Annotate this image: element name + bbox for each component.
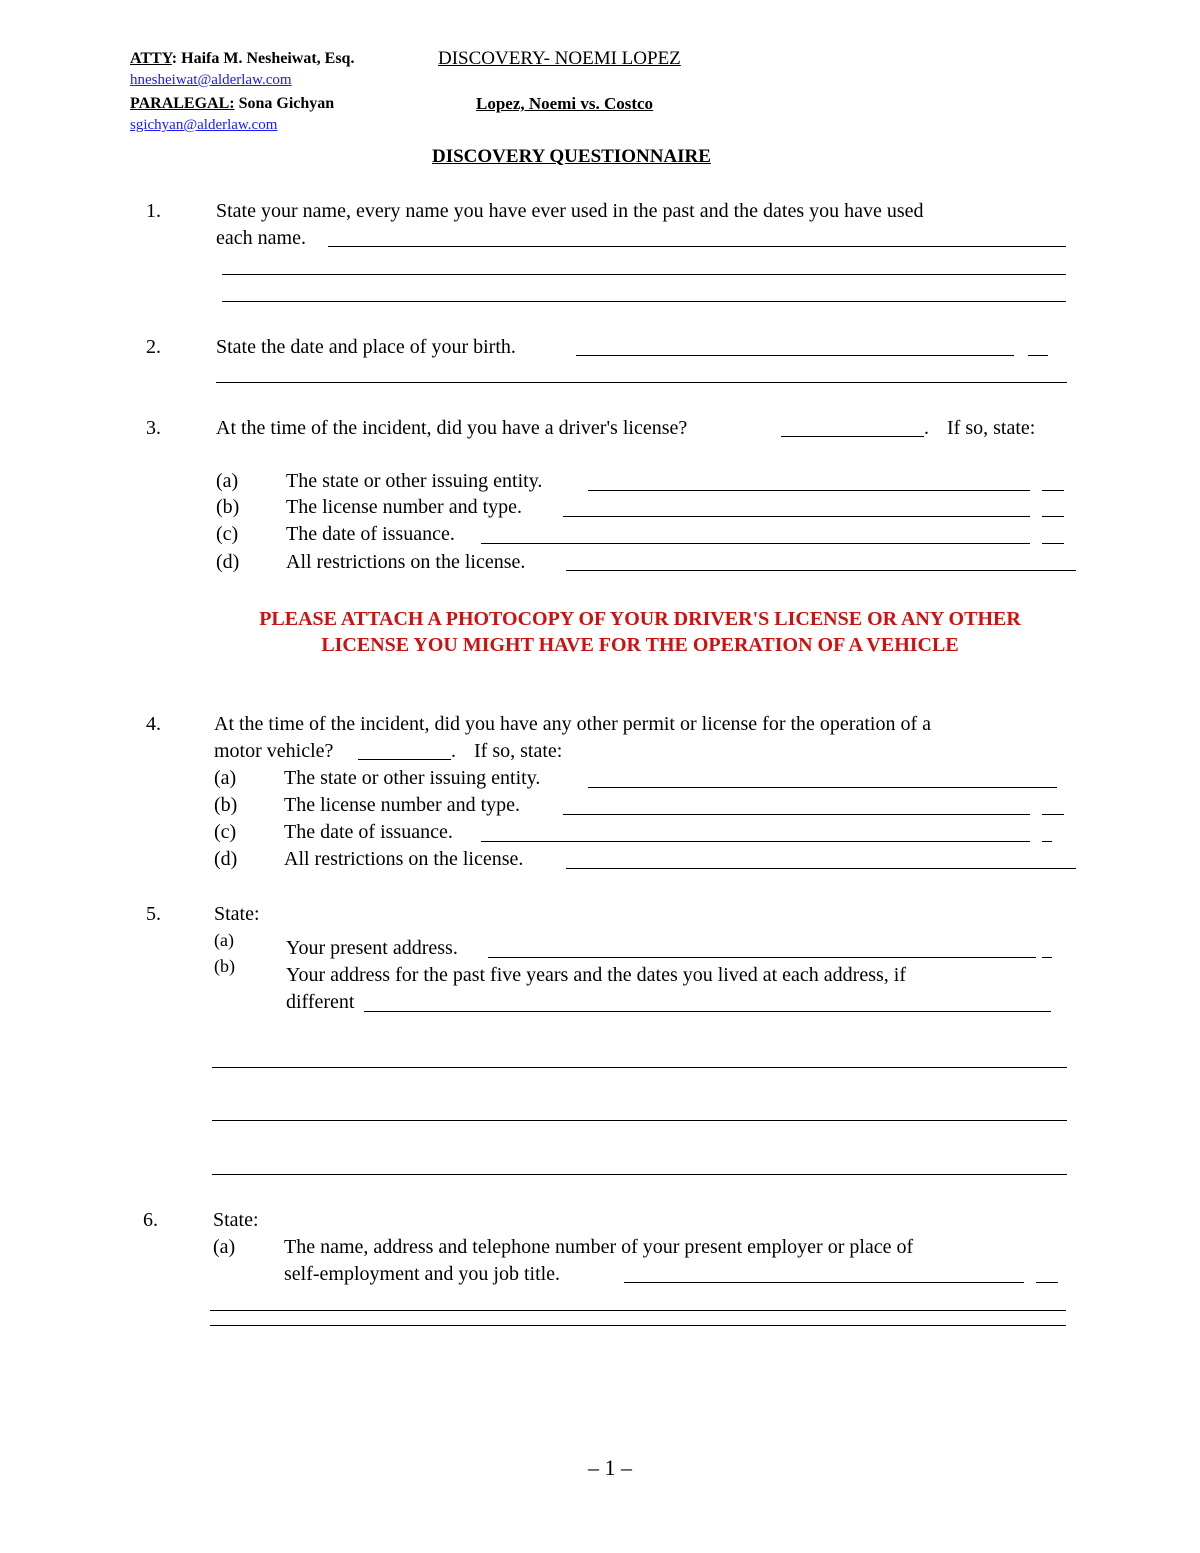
q4a-answer-line[interactable] [588,787,1057,788]
paralegal-line [130,95,334,113]
q5-answer-line[interactable] [212,1067,1067,1068]
q4-suffix: If so, state: [474,740,563,762]
q4d-answer-line[interactable] [566,868,1076,869]
q2-answer-line[interactable] [1028,355,1048,356]
q2-answer-line[interactable] [576,355,1014,356]
q5a-text: Your present address. [286,937,458,959]
q1-answer-line[interactable] [328,246,1066,247]
q5-answer-line[interactable] [212,1174,1067,1175]
q3a-answer-line[interactable] [588,490,1030,491]
q3-period: . [924,417,929,439]
q5a-letter: (a) [214,930,234,950]
q3b-answer-line[interactable] [1042,516,1064,517]
questionnaire-title: DISCOVERY QUESTIONNAIRE [432,146,711,167]
q6-text: State: [213,1209,259,1231]
paralegal-name: Sona Gichyan [234,95,335,112]
q3b-answer-line[interactable] [563,516,1030,517]
q1-text-1: State your name, every name you have ever used in the past and the dates you have used [216,200,924,222]
q4b-answer-line[interactable] [563,814,1030,815]
q3c-answer-line[interactable] [481,543,1030,544]
paralegal-label: PARALEGAL: [130,95,235,112]
q3b-letter: (b) [216,496,240,518]
q4c-letter: (c) [214,821,237,843]
atty-name: : Haifa M. Nesheiwat, Esq. [171,50,355,67]
q6a-text-2: self-employment and you job title. [284,1263,561,1285]
q3-suffix: If so, state: [947,417,1036,439]
q5b-text: Your address for the past five years and the dates you lived at each address, if [286,964,906,986]
q2-number: 2. [146,336,161,358]
q6-number: 6. [143,1209,158,1231]
q3a-text: The state or other issuing entity. [286,470,543,492]
q4a-text: The state or other issuing entity. [284,767,541,789]
q6a-answer-line[interactable] [624,1282,1024,1283]
q3c-letter: (c) [216,523,239,545]
q4c-text: The date of issuance. [284,821,453,843]
q3b-text: The license number and type. [286,496,523,518]
q4b-answer-line[interactable] [1042,814,1064,815]
q1-answer-line[interactable] [222,301,1066,302]
q5a-answer-line[interactable] [488,957,1036,958]
q4-license-answer-line[interactable] [358,759,451,760]
q4d-letter: (d) [214,848,238,870]
q1-number: 1. [146,200,161,222]
q3c-text: The date of issuance. [286,523,455,545]
q4-number: 4. [146,713,161,735]
q3-text: At the time of the incident, did you have a driver's license? [216,417,688,439]
q3a-answer-line[interactable] [1042,490,1064,491]
q5b-different: different [286,991,355,1013]
q5-text: State: [214,903,260,925]
q3-number: 3. [146,417,161,439]
q3a-letter: (a) [216,470,239,492]
q5b-letter: (b) [214,956,235,976]
q4a-letter: (a) [214,767,237,789]
atty-label: ATTY [130,50,172,67]
q2-answer-line[interactable] [216,382,1067,383]
q3d-letter: (d) [216,551,240,573]
q6a-letter: (a) [213,1236,236,1258]
q6-answer-line[interactable] [210,1325,1066,1326]
q2-text: State the date and place of your birth. [216,336,516,358]
atty-line [130,50,354,68]
q5a-answer-line[interactable] [1042,957,1052,958]
q4c-answer-line[interactable] [1042,841,1052,842]
q4b-letter: (b) [214,794,238,816]
q4-text-2: motor vehicle? [214,740,334,762]
q4-text-1: At the time of the incident, did you have any other permit or license for the operation of a [214,713,931,735]
q4c-answer-line[interactable] [481,841,1030,842]
license-photocopy-notice: PLEASE ATTACH A PHOTOCOPY OF YOUR DRIVER'S LICENSE OR ANY OTHER LICENSE YOU MIGHT HAVE FOR THE OPERATION OF A VEHICLE [259,608,1021,656]
q4-period: . [451,740,456,762]
q4b-text: The license number and type. [284,794,521,816]
q5b-answer-line[interactable] [364,1011,1051,1012]
q3-license-answer-line[interactable] [781,436,924,437]
q5-number: 5. [146,903,161,925]
q3d-answer-line[interactable] [566,570,1076,571]
document-title: DISCOVERY- NOEMI LOPEZ [438,48,681,69]
q3d-text: All restrictions on the license. [286,551,526,573]
q4d-text: All restrictions on the license. [284,848,524,870]
q6a-text-1: The name, address and telephone number of your present employer or place of [284,1236,914,1258]
atty-email-link[interactable]: hnesheiwat@alderlaw.com [130,72,292,88]
q5-answer-line[interactable] [212,1120,1067,1121]
paralegal-email-link[interactable]: sgichyan@alderlaw.com [130,117,278,133]
q3c-answer-line[interactable] [1042,543,1064,544]
q1-answer-line[interactable] [222,274,1066,275]
page-number: – 1 – [588,1455,632,1480]
q6a-answer-line[interactable] [1036,1282,1058,1283]
q6-answer-line[interactable] [210,1310,1066,1311]
q1-text-2: each name. [216,227,306,249]
case-name: Lopez, Noemi vs. Costco [476,94,654,113]
